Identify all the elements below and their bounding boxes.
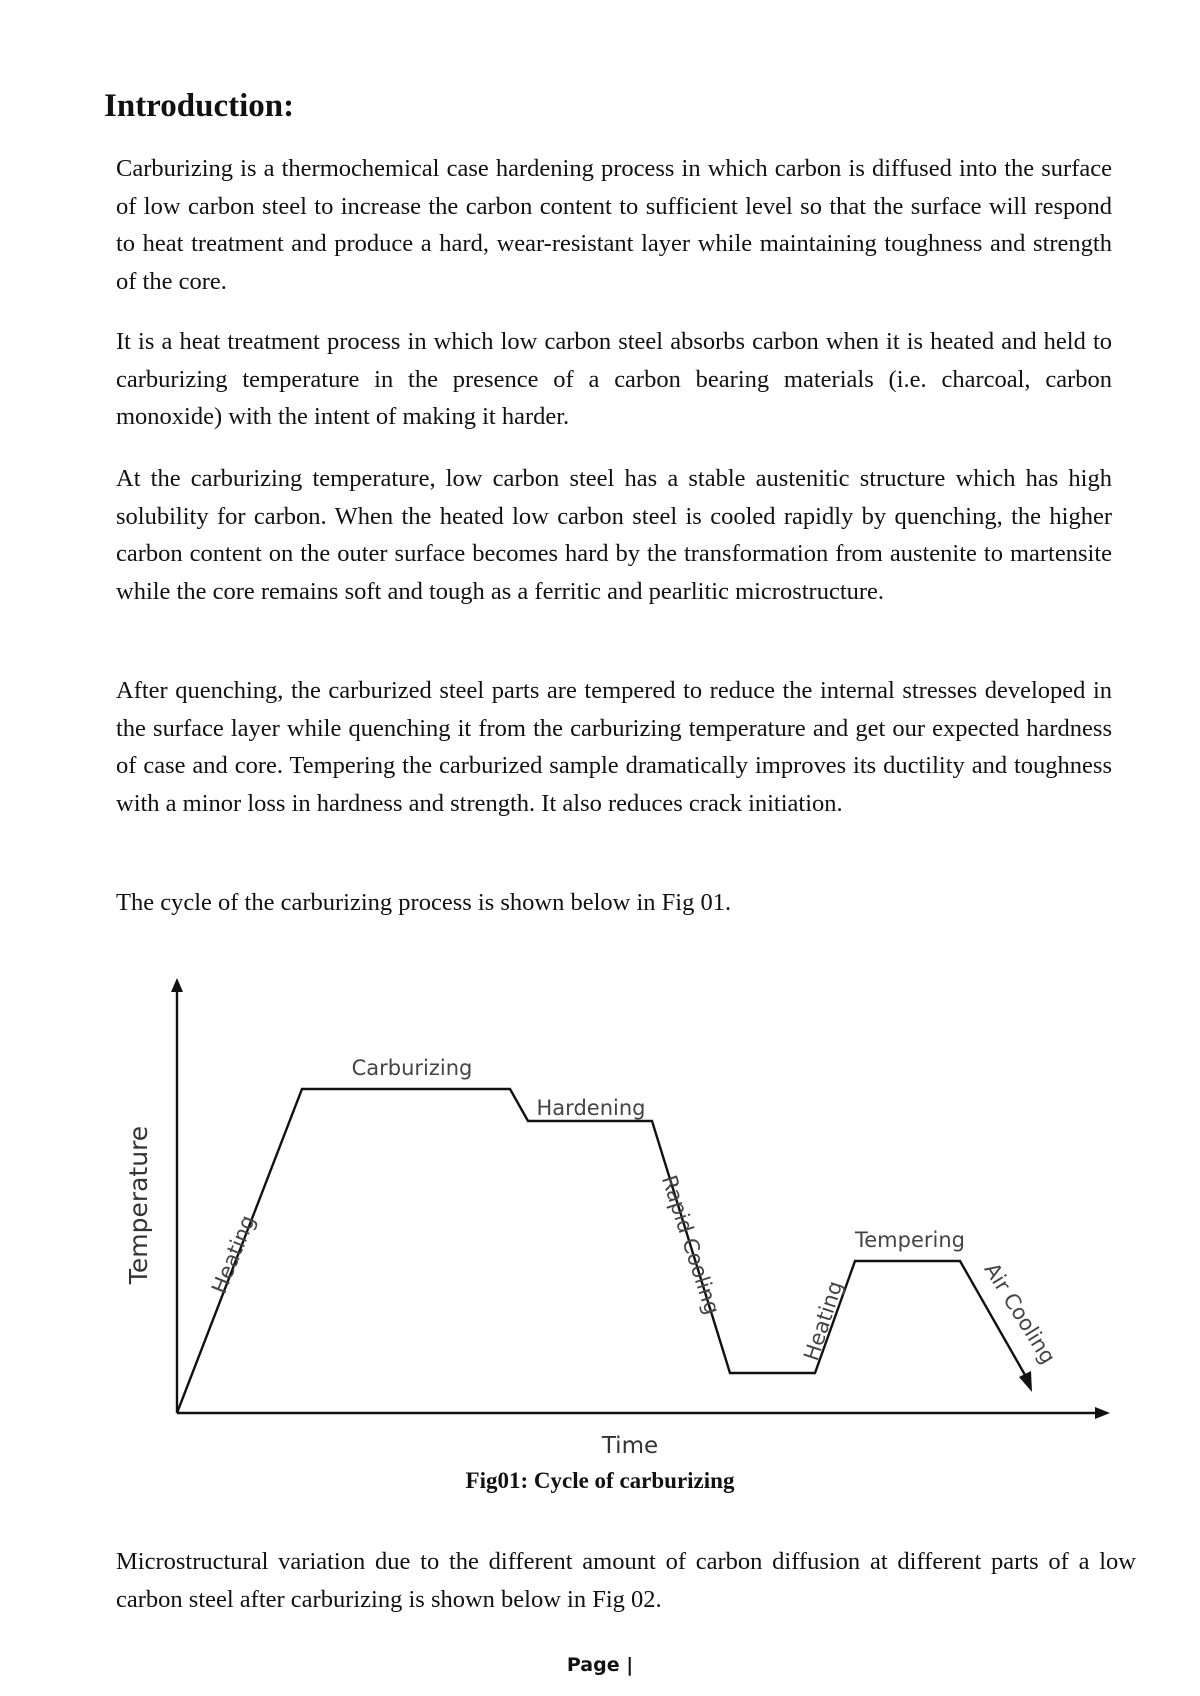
page-footer: Page |: [566, 1654, 634, 1676]
paragraph-austenitic-structure: At the carburizing temperature, low carbon steel has a stable austenitic structure which has high solubility for carbon. When the heated low carbon steel is cooled rapidly by quenching, the higher carbon content on the outer surface becomes hard by the transformation from austenite to martensite while the core remains soft and tough as a ferritic and pearlitic microstructure.: [116, 465, 1112, 605]
figure-caption: Fig01: Cycle of carburizing: [465, 1468, 735, 1493]
stage-label-heating-1: Heating: [206, 1211, 261, 1298]
paragraph-carburizing-definition: Carburizing is a thermochemical case hardening process in which carbon is diffused into the surface of low carbon steel to increase the carbon content to sufficient level so that the surface will respond to heat treatment and produce a hard, wear-resistant layer while maintaining toughness and strength of the core.: [116, 155, 1112, 295]
paragraph-microstructure-intro: Microstructural variation due to the different amount of carbon diffusion at different parts of a low carbon steel after carburizing is shown below in Fig 02.: [116, 1548, 1136, 1613]
stage-label-hardening: Hardening: [536, 1096, 646, 1120]
section-heading: Introduction:: [104, 88, 295, 124]
carburizing-cycle-figure: [110, 965, 1120, 1459]
carburizing-cycle-diagram: [110, 965, 1120, 1459]
y-axis-label: Temperature: [124, 1125, 153, 1285]
y-axis-arrow-icon: [171, 978, 183, 992]
stage-label-heating-2: Heating: [799, 1277, 848, 1364]
x-axis-label: Time: [601, 1433, 659, 1459]
air-cooling-arrow-icon: [1019, 1371, 1032, 1392]
stage-label-air-cooling: Air Cooling: [979, 1258, 1061, 1369]
paragraph-cycle-intro: The cycle of the carburizing process is shown below in Fig 01.: [116, 889, 732, 916]
paragraph-tempering: After quenching, the carburized steel parts are tempered to reduce the internal stresses developed in the surface layer while quenching it from the carburizing temperature and get our expected hardness of case and core. Tempering the carburized sample dramatically improves its ductility and toughness with a minor loss in hardness and strength. It also reduces crack initiation.: [116, 677, 1112, 817]
x-axis-arrow-icon: [1095, 1407, 1110, 1419]
stage-label-rapid-cooling: Rapid Cooling: [656, 1172, 725, 1318]
paragraph-heat-treatment: It is a heat treatment process in which low carbon steel absorbs carbon when it is heated and held to carburizing temperature in the presence of a carbon bearing materials (i.e. charcoal, carbon monoxide) with the intent of making it harder.: [116, 328, 1112, 431]
stage-label-carburizing: Carburizing: [351, 1056, 473, 1080]
stage-label-tempering: Tempering: [855, 1228, 965, 1252]
